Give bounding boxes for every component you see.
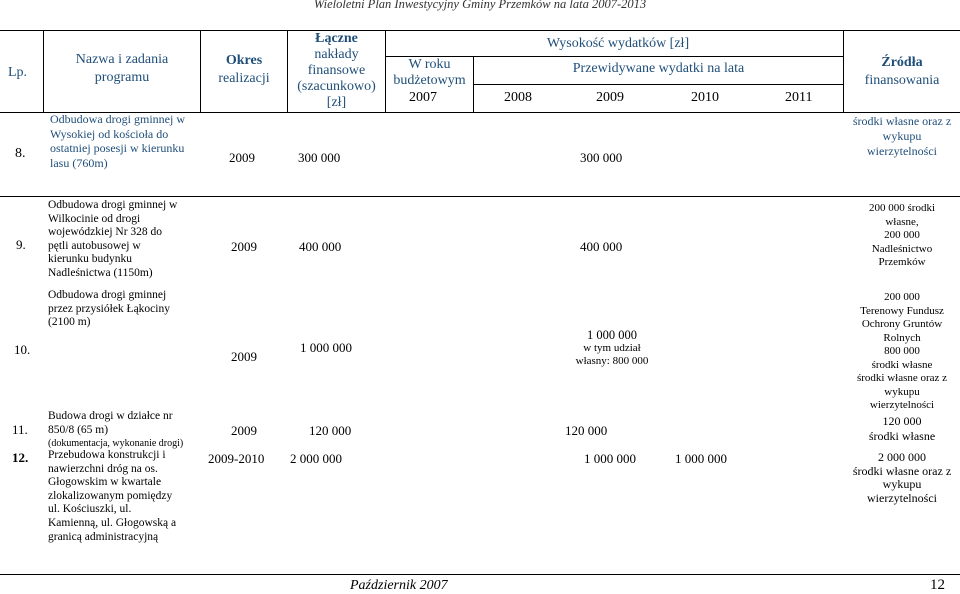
row-period: 2009 <box>231 423 257 438</box>
header-top-rule <box>0 30 960 31</box>
row-task-name: Przebudowa konstrukcji i nawierzchni dróg na os. Głogowskim w kwartale zlokalizowanym pomiędzy ul. Kościuszki, ul. Kamienną, ul. Głogowską a granicą administracyjną <box>48 449 177 543</box>
row-amount-2009: 300 000 <box>580 150 623 165</box>
row-period: 2009-2010 <box>208 451 265 466</box>
header-year-2008: 2008 <box>504 90 532 105</box>
header-sources: Źródła finansowania <box>864 55 940 88</box>
row-task-name: Odbudowa drogi gminnej przez przysiółek Łąkociny (2100 m) <box>48 289 170 329</box>
row-amount-2009: 400 000 <box>580 239 623 254</box>
row-lp: 9. <box>16 237 26 252</box>
row-amount-2009: 1 000 000 <box>584 451 636 466</box>
header-name: Nazwa i zadania programu <box>75 52 169 85</box>
row-lp: 10. <box>14 342 31 357</box>
running-title: Wieloletni Plan Inwestycyjny Gminy Przemków na lata 2007-2013 <box>313 0 647 11</box>
row-funding-source: 2 000 000 środki własne oraz z wykupu wierzytelności <box>852 450 952 505</box>
row-lp: 11. <box>12 422 28 437</box>
header-total: Łączne nakłady finansowe (szacunkowo) [zł] <box>297 31 376 110</box>
row-amount-2010: 1 000 000 <box>675 451 727 466</box>
row-total: 1 000 000 <box>300 340 352 355</box>
row-task-name: Odbudowa drogi gminnej w Wilkocinie od drogi wojewódzkiej Nr 328 do pętli autobusowej w kierunku budynku Nadleśnictwa (1150m) <box>48 199 178 279</box>
row-total: 2 000 000 <box>290 451 342 466</box>
row-period: 2009 <box>231 239 257 254</box>
row-total: 400 000 <box>299 239 342 254</box>
row-lp: 12. <box>12 450 29 465</box>
header-year-2007: 2007 <box>409 90 437 105</box>
row-period: 2009 <box>231 349 257 364</box>
header-year-2009: 2009 <box>596 90 624 105</box>
page-number: 12 <box>930 577 945 593</box>
row-task-note: (dokumentacja, wykonanie drogi) <box>48 438 184 450</box>
header-year-2011: 2011 <box>785 90 813 105</box>
row-amount-2009: 120 000 <box>565 423 608 438</box>
header-forecast: Przewidywane wydatki na lata <box>572 61 745 76</box>
footer-date: Październik 2007 <box>350 578 448 593</box>
header-period: Okres realizacji <box>218 53 270 86</box>
header-lp: Lp. <box>8 65 28 80</box>
row-task-name: Odbudowa drogi gminnej w Wysokiej od kościoła do ostatniej posesji w kierunku lasu (760m) <box>50 112 185 170</box>
header-expenses: Wysokość wydatków [zł] <box>546 36 690 51</box>
row-total: 300 000 <box>298 150 341 165</box>
row-amount-2009: 1 000 000 w tym udział własny: 800 000 <box>575 328 649 367</box>
row-funding-source: 120 000 środki własne <box>868 414 936 443</box>
row-funding-source: środki własne oraz z wykupu wierzytelności <box>852 114 952 158</box>
row-total: 120 000 <box>309 423 352 438</box>
row-funding-source: 200 000 Terenowy Fundusz Ochrony Gruntów Rolnych 800 000 środki własne środki własne oraz z wykupu wierzytelności <box>856 291 948 411</box>
footer-rule <box>0 574 960 575</box>
row-period: 2009 <box>229 150 255 165</box>
header-rule-forecast <box>473 84 843 85</box>
header-year-2010: 2010 <box>691 90 719 105</box>
row-task-name: Budowa drogi w działce nr 850/8 (65 m) (dokumentacja, wykonanie drogi) <box>48 410 218 451</box>
row-funding-source: 200 000 środki własne, 200 000 Nadleśnictwo Przemków <box>869 202 935 268</box>
table-resume-rule <box>0 196 960 197</box>
header-budget-year: W roku budżetowym <box>393 57 466 88</box>
row-lp: 8. <box>15 146 26 161</box>
